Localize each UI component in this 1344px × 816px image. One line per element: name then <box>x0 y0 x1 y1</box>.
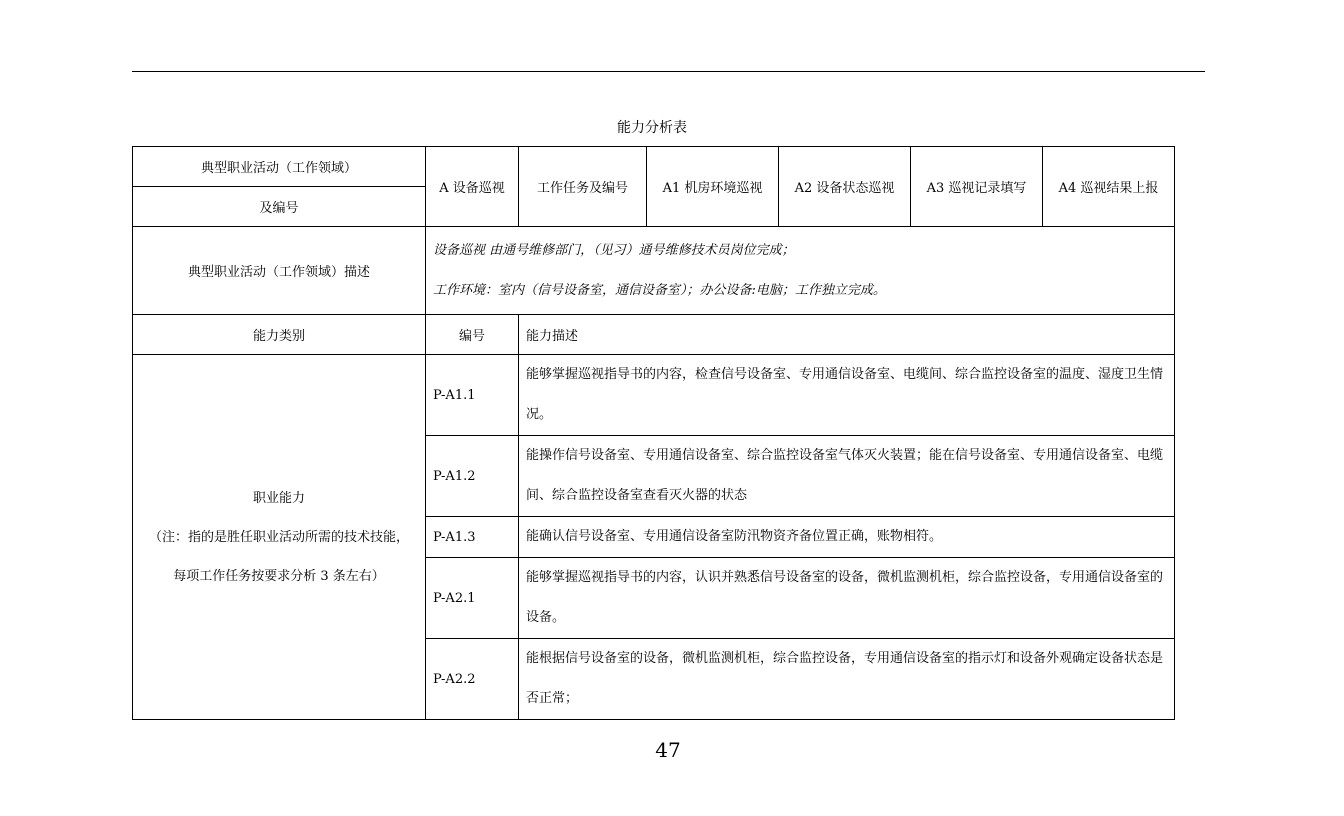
category-cell <box>133 355 426 720</box>
column-header-category: 能力类别 <box>133 315 426 355</box>
task-a4: A4 巡视结果上报 <box>1043 147 1175 227</box>
task-a1: A1 机房环境巡视 <box>647 147 779 227</box>
row-description: 能够掌握巡视指导书的内容，认识并熟悉信号设备室的设备，微机监测机柜，综合监控设备，专用通信设备室的设备。 <box>519 558 1175 639</box>
description-line-1: 设备巡视 由通号维修部门，（见习）通号维修技术员岗位完成； <box>433 242 795 258</box>
category-note-line1: （注：指的是胜任职业活动所需的技术技能， <box>148 529 409 545</box>
activity-label-line2: 及编号 <box>133 187 426 227</box>
category-note-line2: 每项工作任务按要求分析 3 条左右） <box>173 568 385 584</box>
category-name: 职业能力 <box>252 490 305 506</box>
row-description: 能根据信号设备室的设备，微机监测机柜，综合监控设备，专用通信设备室的指示灯和设备外观确定设备状态是否正常； <box>519 639 1175 720</box>
task-a3: A3 巡视记录填写 <box>911 147 1043 227</box>
page-number: 47 <box>655 738 681 762</box>
table-title: 能力分析表 <box>617 120 687 136</box>
row-description: 能确认信号设备室、专用通信设备室防汛物资齐备位置正确，账物相符。 <box>519 517 1175 558</box>
task-label: 工作任务及编号 <box>519 147 647 227</box>
row-code: P-A2.1 <box>426 558 519 639</box>
column-header-desc: 能力描述 <box>519 315 1175 355</box>
row-description: 能操作信号设备室、专用通信设备室、综合监控设备室气体灭火装置；能在信号设备室、专用通信设备室、电缆间、综合监控设备室查看灭火器的状态 <box>519 436 1175 517</box>
column-header-code: 编号 <box>426 315 519 355</box>
row-code: P-A1.2 <box>426 436 519 517</box>
row-description: 能够掌握巡视指导书的内容，检查信号设备室、专用通信设备室、电缆间、综合监控设备室的温度、湿度卫生情况。 <box>519 355 1175 436</box>
task-a2: A2 设备状态巡视 <box>779 147 911 227</box>
row-code: P-A1.3 <box>426 517 519 558</box>
description-line-2: 工作环境：室内（信号设备室，通信设备室）；办公设备:电脑；工作独立完成。 <box>433 282 886 298</box>
description-label: 典型职业活动（工作领域）描述 <box>133 227 426 315</box>
activity-value: A 设备巡视 <box>426 147 519 227</box>
row-code: P-A1.1 <box>426 355 519 436</box>
row-code: P-A2.2 <box>426 639 519 720</box>
description-text <box>426 227 1175 315</box>
ability-analysis-table <box>132 146 1175 720</box>
activity-label-line1: 典型职业活动（工作领域） <box>133 147 426 187</box>
header-rule <box>132 71 1205 72</box>
